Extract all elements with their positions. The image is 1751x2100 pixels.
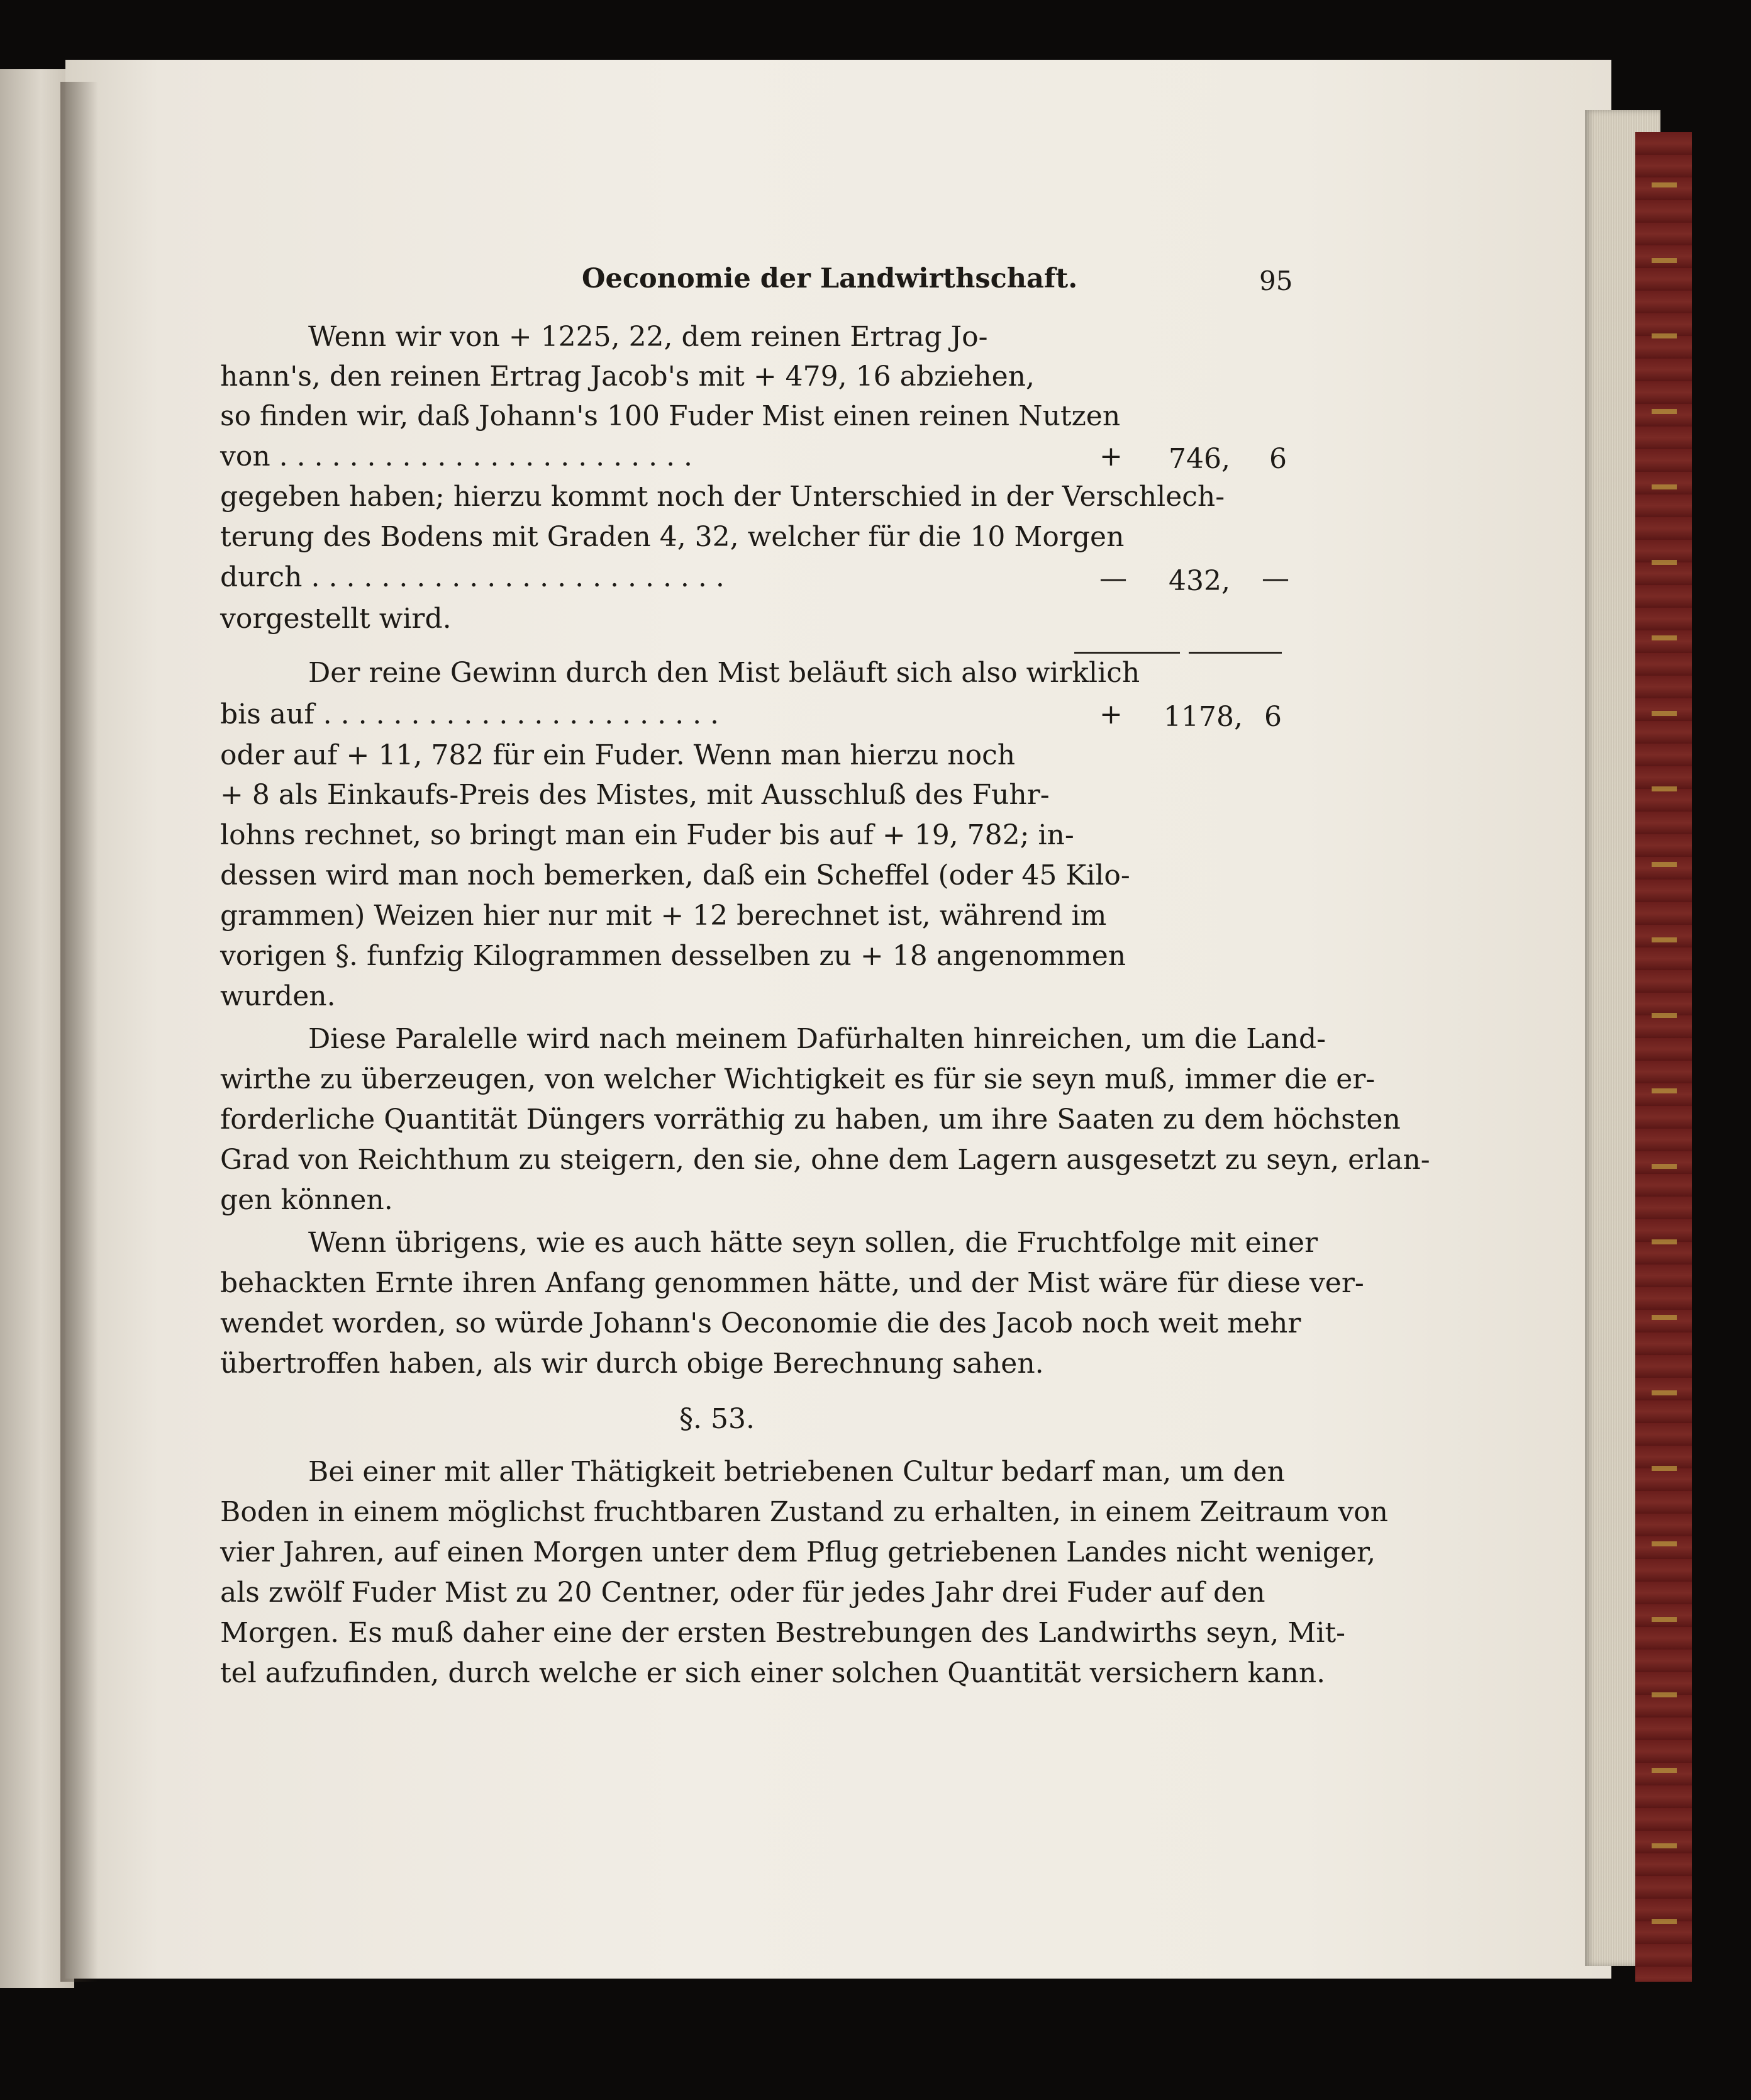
figure-fraction: — (1262, 562, 1289, 595)
figure-sign: + (1099, 698, 1123, 730)
sum-rule (1189, 652, 1282, 654)
text-line: vorigen §. funfzig Kilogrammen desselben zu + 18 angenommen (220, 940, 1126, 972)
running-head: Oeconomie der Landwirthschaft. (582, 263, 1078, 294)
text-line: Grad von Reichthum zu steigern, den sie, ohne dem Lagern ausgesetzt zu seyn, erlan- (220, 1144, 1430, 1176)
text-line: dessen wird man noch bemerken, daß ein Scheffel (oder 45 Kilo- (220, 859, 1130, 891)
text-line: behackten Ernte ihren Anfang genommen hätte, und der Mist wäre für diese ver- (220, 1267, 1364, 1299)
text-line: bis auf . . . . . . . . . . . . . . . . . . . . . . . (220, 698, 720, 730)
figure-fraction: 6 (1264, 701, 1282, 733)
text-line: wendet worden, so würde Johann's Oeconomie die des Jacob noch weit mehr (220, 1307, 1301, 1339)
figure-value: 746, (1169, 443, 1230, 475)
sum-rule (1074, 652, 1180, 654)
text-line: gegeben haben; hierzu kommt noch der Unterschied in der Verschlech- (220, 481, 1225, 513)
cover-ornament (1652, 145, 1677, 1969)
text-line: wirthe zu überzeugen, von welcher Wichtigkeit es für sie seyn muß, immer die er- (220, 1063, 1376, 1095)
figure-sign: — (1099, 562, 1127, 595)
text-line: vier Jahren, auf einen Morgen unter dem Pflug getriebenen Landes nicht weniger, (220, 1536, 1376, 1568)
text-line: Boden in einem möglichst fruchtbaren Zustand zu erhalten, in einem Zeitraum von (220, 1496, 1388, 1528)
text-line: hann's, den reinen Ertrag Jacob's mit + 479, 16 abziehen, (220, 360, 1035, 393)
text-line: Morgen. Es muß daher eine der ersten Bestrebungen des Landwirths seyn, Mit- (220, 1617, 1346, 1649)
section-heading: §. 53. (679, 1403, 755, 1435)
page-gutter-shadow (60, 82, 98, 1982)
text-line: von . . . . . . . . . . . . . . . . . . . . . . . . (220, 440, 693, 472)
text-line: terung des Bodens mit Graden 4, 32, welcher für die 10 Morgen (220, 521, 1125, 553)
text-line: wurden. (220, 980, 336, 1012)
text-line: Wenn übrigens, wie es auch hätte seyn sollen, die Fruchtfolge mit einer (308, 1227, 1318, 1259)
text-line: Bei einer mit aller Thätigkeit betriebenen Cultur bedarf man, um den (308, 1456, 1285, 1488)
text-line: vorgestellt wird. (220, 603, 452, 635)
text-line: übertroffen haben, als wir durch obige Berechnung sahen. (220, 1348, 1044, 1380)
figure-value: 432, (1169, 565, 1230, 597)
text-line: Wenn wir von + 1225, 22, dem reinen Ertrag Jo- (308, 321, 988, 353)
text-line: gen können. (220, 1184, 393, 1216)
figure-fraction: 6 (1269, 443, 1287, 475)
figure-value: 1178, (1164, 701, 1243, 733)
text-line: durch . . . . . . . . . . . . . . . . . . . . . . . . (220, 561, 725, 593)
text-line: tel aufzufinden, durch welche er sich einer solchen Quantität versichern kann. (220, 1657, 1326, 1689)
text-line: so finden wir, daß Johann's 100 Fuder Mist einen reinen Nutzen (220, 400, 1121, 432)
text-line: Diese Paralelle wird nach meinem Dafürhalten hinreichen, um die Land- (308, 1023, 1326, 1055)
page-number: 95 (1259, 265, 1293, 296)
text-line: oder auf + 11, 782 für ein Fuder. Wenn man hierzu noch (220, 739, 1016, 771)
text-line: + 8 als Einkaufs-Preis des Mistes, mit Ausschluß des Fuhr- (220, 779, 1050, 811)
figure-sign: + (1099, 440, 1123, 472)
text-line: lohns rechnet, so bringt man ein Fuder bis auf + 19, 782; in- (220, 819, 1074, 851)
text-line: Der reine Gewinn durch den Mist beläuft sich also wirklich (308, 657, 1140, 689)
text-line: grammen) Weizen hier nur mit + 12 berechnet ist, während im (220, 900, 1107, 932)
text-line: als zwölf Fuder Mist zu 20 Centner, oder für jedes Jahr drei Fuder auf den (220, 1577, 1265, 1609)
text-line: forderliche Quantität Düngers vorräthig zu haben, um ihre Saaten zu dem höchsten (220, 1103, 1401, 1136)
